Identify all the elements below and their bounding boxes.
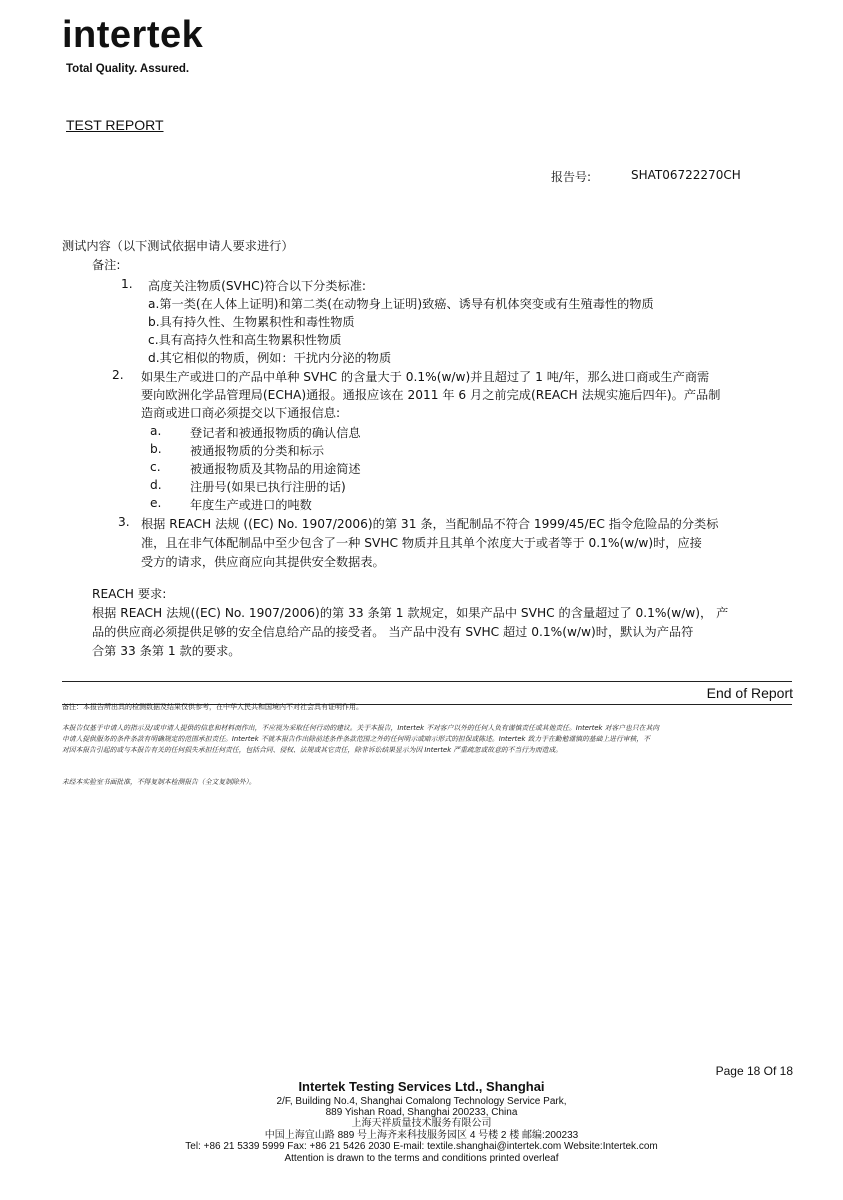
reach-requirement-label: REACH 要求:	[92, 587, 167, 601]
footer-address-2: 889 Yishan Road, Shanghai 200233, China	[325, 1107, 518, 1118]
logo-tagline: Total Quality. Assured.	[66, 63, 190, 75]
item-2-line-1: 如果生产或进口的产品中单种 SVHC 的含量大于 0.1%(w/w)并且超过了 1 吨/年，那么进口商或生产商需	[141, 370, 710, 384]
item-3-line-3: 受方的请求，供应商应向其提供安全数据表。	[141, 555, 385, 569]
note-label: 备注:	[92, 258, 121, 272]
item-1-sub-a: a.第一类(在人体上证明)和第二类(在动物身上证明)致癌、诱导有机体突变或有生殖毒性的物质	[148, 297, 654, 311]
item-2-sub-b-text: 被通报物质的分类和标示	[190, 444, 325, 458]
item-2-number: 2.	[112, 368, 124, 382]
disclaimer-line-1: 本报告仅基于申请人的指示及/或申请人提供的信息和材料而作出，不应视为采取任何行动的建议。关于本报告，Intertek 不对客户以外的任何人负有谨慎责任或其他责任。Intertek 对客户也只在其向	[62, 724, 660, 732]
divider-top	[62, 681, 792, 682]
item-2-sub-c-letter: c.	[150, 460, 161, 474]
footer-address-1: 2/F, Building No.4, Shanghai Comalong Technology Service Park,	[276, 1096, 567, 1107]
footer-company: Intertek Testing Services Ltd., Shanghai	[298, 1079, 545, 1094]
end-of-report: End of Report	[706, 685, 793, 701]
item-1-sub-d: d.其它相似的物质，例如：干扰内分泌的物质	[148, 351, 392, 365]
disclaimer-note: 备注：本报告所出具的检测数据及结果仅供参考，在中华人民共和国境内不对社会具有证明作用。	[62, 703, 363, 711]
reach-line-2: 品的供应商必须提供足够的安全信息给产品的接受者。 当产品中没有 SVHC 超过 0.1%(w/w)时，默认为产品符	[92, 625, 694, 639]
test-content-heading: 测试内容（以下测试依据申请人要求进行）	[62, 239, 294, 253]
item-1-sub-b: b.具有持久性、生物累积性和毒性物质	[148, 315, 355, 329]
report-number: SHAT06722270CH	[631, 168, 741, 182]
disclaimer-line-3: 对因本报告引起的或与本报告有关的任何损失承担任何责任，包括合同、侵权、法规或其它责任，除非诉讼结果显示为因 Intertek 严重疏忽或故意的不当行为而造成。	[62, 746, 563, 754]
reach-line-3: 合第 33 条第 1 款的要求。	[92, 644, 241, 658]
footer-chinese-address: 中国上海宜山路 889 号上海齐来科技服务园区 4 号楼 2 楼 邮编:200233	[264, 1130, 579, 1141]
report-title: TEST REPORT	[66, 117, 164, 133]
footer-contact: Tel: +86 21 5339 5999 Fax: +86 21 5426 2030 E-mail: textile.shanghai@intertek.com Website:Intertek.com	[185, 1141, 658, 1152]
item-2-sub-a-letter: a.	[150, 424, 162, 438]
item-2-sub-e-letter: e.	[150, 496, 162, 510]
item-2-sub-d-text: 注册号(如果已执行注册的话)	[190, 480, 346, 494]
item-2-sub-a-text: 登记者和被通报物质的确认信息	[190, 426, 361, 440]
item-2-line-2: 要向欧洲化学品管理局(ECHA)通报。通报应该在 2011 年 6 月之前完成(REACH 法规实施后四年)。产品制	[141, 388, 721, 402]
item-1-number: 1.	[121, 277, 133, 291]
page-number: Page 18 Of 18	[715, 1064, 793, 1078]
item-1-title: 高度关注物质(SVHC)符合以下分类标准:	[148, 279, 366, 293]
item-2-sub-b-letter: b.	[150, 442, 162, 456]
intertek-logo: intertek	[62, 14, 204, 56]
item-3-line-1: 根据 REACH 法规 ((EC) No. 1907/2006)的第 31 条，当配制品不符合 1999/45/EC 指令危险品的分类标	[141, 517, 719, 531]
reach-line-1: 根据 REACH 法规((EC) No. 1907/2006)的第 33 条第 1 款规定，如果产品中 SVHC 的含量超过了 0.1%(w/w)， 产	[92, 606, 729, 620]
item-3-line-2: 准，且在非气体配制品中至少包含了一种 SVHC 物质并且其单个浓度大于或者等于 0.1%(w/w)时，应接	[141, 536, 702, 550]
footer-chinese-name: 上海天祥质量技术服务有限公司	[351, 1118, 492, 1129]
item-2-sub-e-text: 年度生产或进口的吨数	[190, 498, 312, 512]
item-2-sub-d-letter: d.	[150, 478, 162, 492]
copy-notice: 未经本实验室书面批准，不得复制本检测报告（全文复制除外）。	[62, 778, 256, 786]
item-2-sub-c-text: 被通报物质及其物品的用途简述	[190, 462, 361, 476]
footer-attention: Attention is drawn to the terms and conditions printed overleaf	[284, 1153, 559, 1164]
item-2-line-3: 造商或进口商必须提交以下通报信息:	[141, 406, 341, 420]
report-number-label: 报告号:	[551, 170, 592, 184]
item-3-number: 3.	[118, 515, 130, 529]
item-1-sub-c: c.具有高持久性和高生物累积性物质	[148, 333, 342, 347]
disclaimer-line-2: 申请人提供服务的条件条款有明确规定的范围承担责任。Intertek 不就本报告作出除前述条件条款范围之外的任何明示或暗示形式的担保或陈述。Intertek 致力于在勤勉谨慎的基础上进行审核，不	[62, 735, 650, 743]
